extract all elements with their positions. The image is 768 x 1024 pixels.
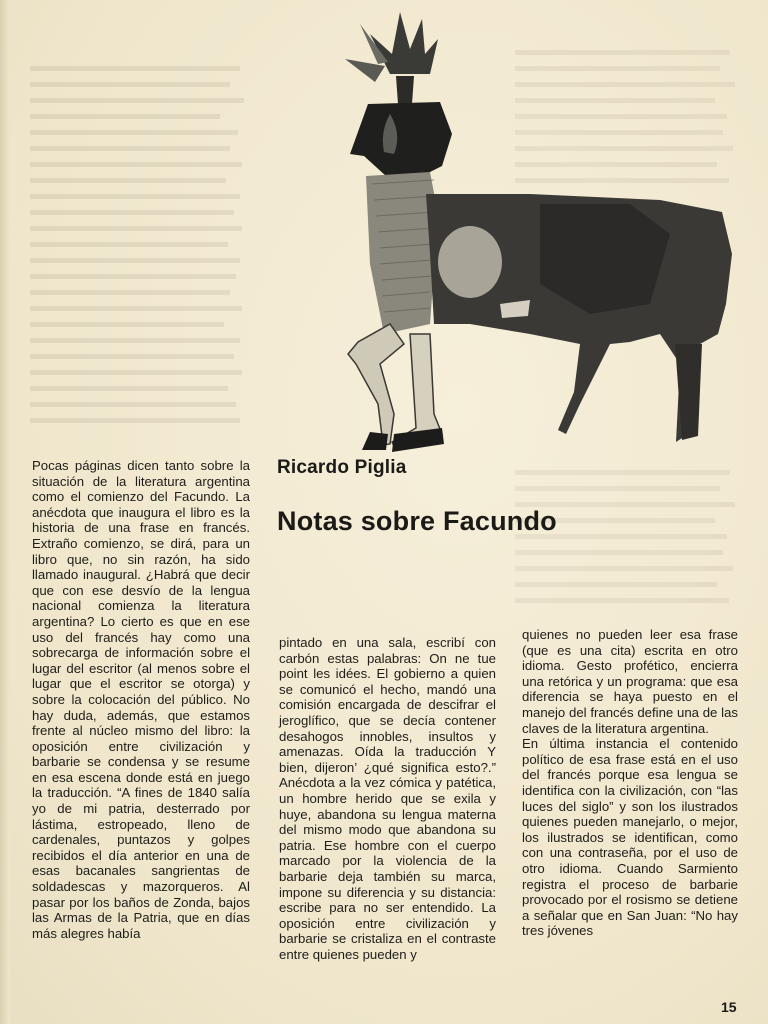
article-author: Ricardo Piglia [277,457,407,478]
show-through-lines [30,60,250,440]
page-number: 15 [721,999,737,1015]
body-column-2: pintado en una sala, escribí con carbón estas palabras: On ne tue point les idées. El gobierno a quien se comunicó el hecho, mandó una comisión encargada de descifrar el jeroglífico, que se decía contener desahogos innobles, insultos y amenazas. Oída la traducción Y bien, dijeron’ ¿qué significa esto?.” Anécdota a la vez cómica y patética, un hombre herido que se exila y huye, abandona su lengua materna del mismo modo que abandona su patria. Ese hombre con el cuerpo marcado por la violencia de la barbarie deja también su marca, impone su diferencia y su distancia: escribe para no ser entendido. La oposición entre civilización y barbarie se cristaliza en el contraste entre quienes pueden y [279,635,496,962]
page-binding-shadow [0,0,10,1024]
article-title: Notas sobre Facundo [277,506,557,536]
body-column-1: Pocas páginas dicen tanto sobre la situación de la literatura argentina como el comienzo del Facundo. La anécdota que inaugura el libro es la historia de una frase en francés. Extraño comienzo, se dirá, para un libro que, no sin razón, ha sido llamado inaugural. ¿Habrá que decir que con ese desvío de la lengua nacional comienza la literatura argentina? Lo cierto es que en ese uso del francés hay como una sobrecarga de información sobre el lugar del escritor (al menos sobre el lugar que el escritor se otorga) y sobre la colocación del público. No hay duda, además, que estamos frente al núcleo mismo del libro: la oposición entre civilización y barbarie se condensa y se resume en esa escena donde está en juego la traducción. “A fines de 1840 salía yo de mi patria, desterrado por lástima, estropeado, lleno de cardenales, puntazos y golpes recibidos el día anterior en una de esas bacanales sangrientas de soldadescas y mazorqueros. Al pasar por los baños de Zonda, bajos las Armas de la Patria, que en días más alegres había [32,458,250,941]
centaur-collage-icon [330,4,740,454]
leaf-head-icon [345,12,438,104]
show-through-texture [30,60,250,440]
body-column-3: quienes no pueden leer esa frase (que es una cita) escrita en otro idioma. Gesto profético, encierra una retórica y un programa: que esa diferencia se haya puesto en el manejo del francés define una de las claves de la literatura argentina. En última instancia el contenido político de esa frase está en el uso del francés porque esa lengua se identifica con la civilización, con “las luces del siglo” y son los ilustrados quienes pueden manejarlo, o mejor, los ilustrados se identifican, como con una contraseña, por el uso de otro idioma. Cuando Sarmiento registra el proceso de barbarie provocado por el rosismo se detiene a señalar que en San Juan: “No hay tres jóvenes [522,627,738,939]
